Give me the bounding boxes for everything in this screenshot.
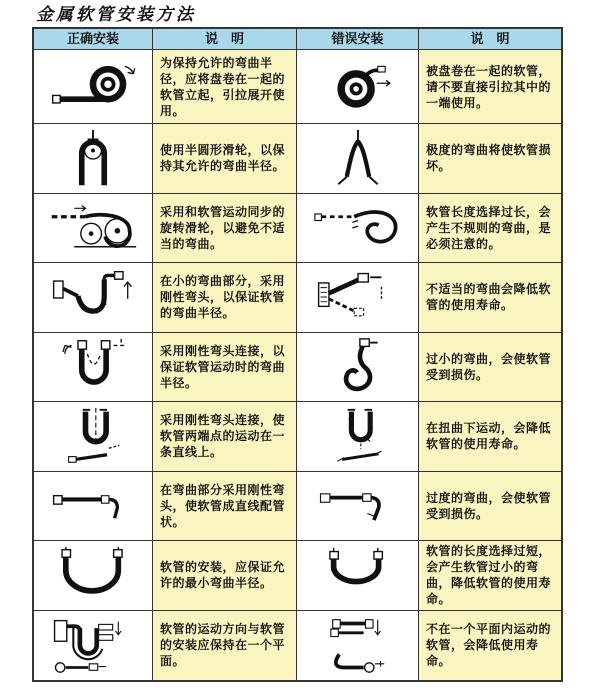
wrong-illustration-cell xyxy=(297,124,419,194)
rigid-elbow-connection-icon xyxy=(41,337,145,397)
wrong-description: 软管长度选择过长，会产生不规则的弯曲，是必须注意的。 xyxy=(419,194,561,264)
correct-description: 在弯曲部分采用刚性弯头，使软管成直线配管状。 xyxy=(153,472,297,542)
table-header-row xyxy=(34,29,561,50)
correct-illustration-cell xyxy=(34,333,153,403)
table-row xyxy=(34,472,561,542)
correct-description: 采用刚性弯头连接，以保证软管运动时的弯曲半径。 xyxy=(153,333,297,403)
correct-description: 采用刚性弯头连接，使软管两端点的运动在一条直线上。 xyxy=(153,402,297,472)
planar-trap-assembly-icon xyxy=(41,615,145,675)
correct-description: 软管的安装，应保证允许的最小弯曲半径。 xyxy=(153,541,297,611)
twisted-u-motion-icon xyxy=(306,406,410,466)
header-wrong-install: 错误安装 xyxy=(297,29,419,50)
too-small-bend-hook-icon xyxy=(306,337,410,397)
wrong-description: 极度的弯曲将使软管损坏。 xyxy=(419,124,561,194)
correct-description: 使用半圆形滑轮，以保持其允许的弯曲半径。 xyxy=(153,124,297,194)
wrong-illustration-cell xyxy=(297,541,419,611)
too-short-u-icon xyxy=(306,545,410,605)
table-row xyxy=(34,541,561,611)
correct-illustration-cell xyxy=(34,472,153,542)
correct-illustration-cell xyxy=(34,263,153,333)
header-correct-note: 说 明 xyxy=(153,29,297,50)
standing-coil-unrolled-icon xyxy=(41,57,145,117)
wrong-illustration-cell xyxy=(297,402,419,472)
correct-illustration-cell xyxy=(34,194,153,264)
improper-bend-fittings-icon xyxy=(306,267,410,327)
coil-pulled-from-end-icon xyxy=(306,57,410,117)
wrong-illustration-cell xyxy=(297,50,419,124)
correct-description: 为保持允许的弯曲半径，应将盘卷在一起的软管立起，引拉展开使用。 xyxy=(153,50,297,124)
wrong-illustration-cell xyxy=(297,194,419,264)
correct-description: 在小的弯曲部分，采用刚性弯头，以保证软管的弯曲半径。 xyxy=(153,263,297,333)
wrong-illustration-cell xyxy=(297,472,419,542)
extreme-bend-hanging-icon xyxy=(306,128,410,188)
wrong-description: 过度的弯曲，会使软管受到损伤。 xyxy=(419,472,561,542)
table-row xyxy=(34,402,561,472)
installation-table xyxy=(32,27,563,682)
correct-illustration-cell xyxy=(34,402,153,472)
non-planar-motion-icon xyxy=(306,615,410,675)
wrong-description: 不适当的弯曲会降低软管的使用寿命。 xyxy=(419,263,561,333)
wrong-description: 在扭曲下运动，会降低软管的使用寿命。 xyxy=(419,402,561,472)
table-row xyxy=(34,611,561,681)
wrong-illustration-cell xyxy=(297,611,419,681)
straight-run-with-elbow-icon xyxy=(41,476,145,536)
page-title: 金属软管安装方法 xyxy=(36,5,196,25)
too-long-irregular-loop-icon xyxy=(306,198,410,258)
wrong-description: 被盘卷在一起的软管，请不要直接引拉其中的一端使用。 xyxy=(419,50,561,124)
table-row xyxy=(34,263,561,333)
wrong-illustration-cell xyxy=(297,263,419,333)
endpoints-on-straight-line-icon xyxy=(41,406,145,466)
wrong-description: 不在一个平面内运动的软管，会降低使用寿命。 xyxy=(419,611,561,681)
hose-over-semicircular-pulley-icon xyxy=(41,128,145,188)
correct-description: 软管的运动方向与软管的安装应保持在一个平面。 xyxy=(153,611,297,681)
table-row xyxy=(34,50,561,124)
wrong-illustration-cell xyxy=(297,333,419,403)
correct-description: 采用和软管运动同步的旋转滑轮，以避免不适当的弯曲。 xyxy=(153,194,297,264)
correct-illustration-cell xyxy=(34,50,153,124)
rigid-elbow-small-bend-icon xyxy=(41,267,145,327)
correct-illustration-cell xyxy=(34,611,153,681)
table-row xyxy=(34,124,561,194)
synchronized-rotating-pulleys-icon xyxy=(41,198,145,258)
u-min-bend-radius-icon xyxy=(41,545,145,605)
correct-illustration-cell xyxy=(34,124,153,194)
wrong-description: 过小的弯曲，会使软管受到损伤。 xyxy=(419,333,561,403)
table-row xyxy=(34,194,561,264)
wrong-description: 软管的长度选择过短，会产生软管过小的弯曲，降低软管的使用寿命。 xyxy=(419,541,561,611)
table-row xyxy=(34,333,561,403)
overbent-elbow-icon xyxy=(306,476,410,536)
correct-illustration-cell xyxy=(34,541,153,611)
header-correct-install: 正确安装 xyxy=(34,29,153,50)
header-wrong-note: 说 明 xyxy=(419,29,561,50)
